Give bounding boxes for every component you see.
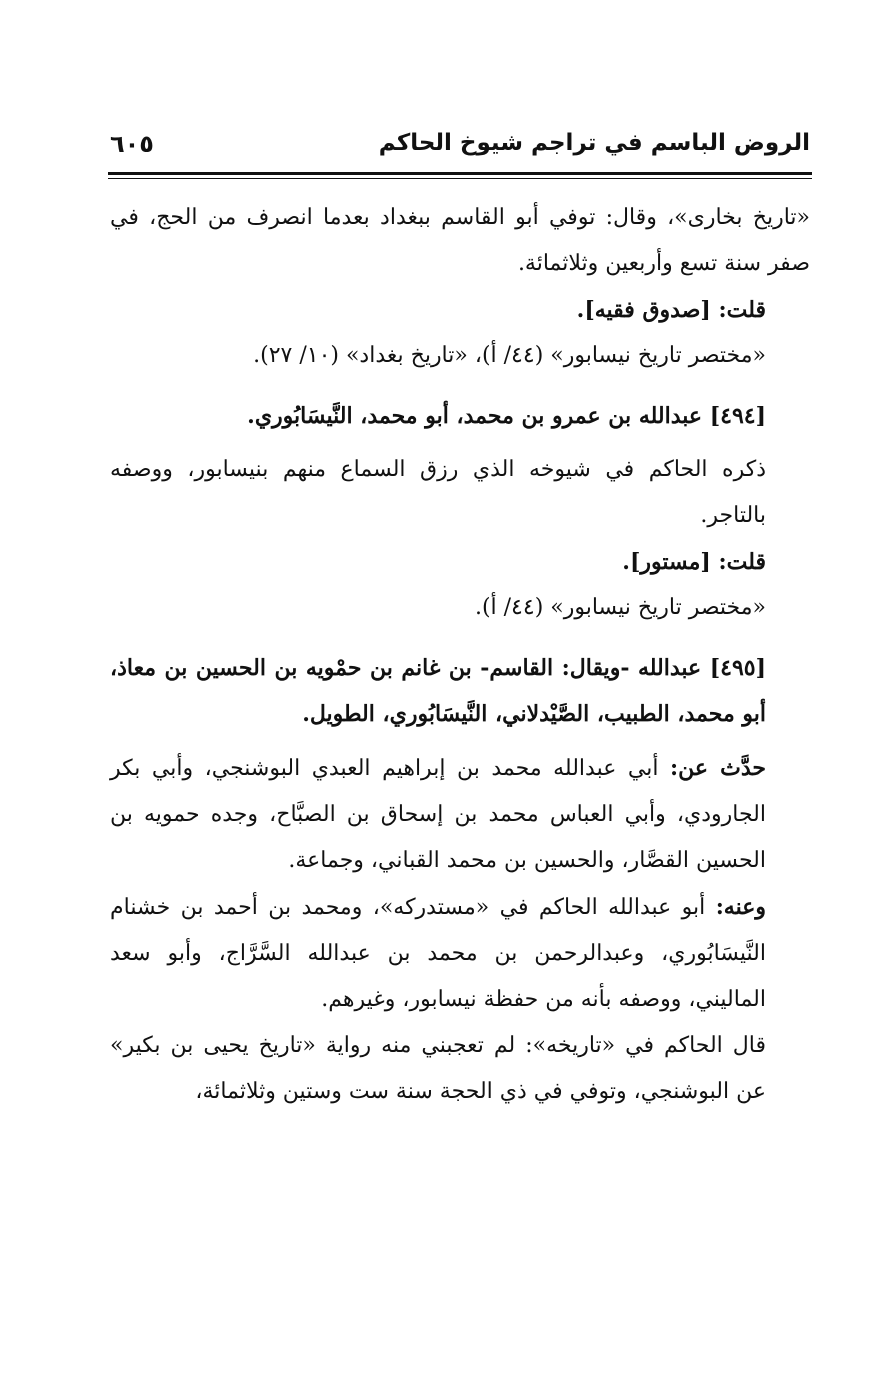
header-rule-thick: [108, 172, 812, 175]
entry-heading-495: [٤٩٥] عبدالله -ويقال: القاسم- بن غانم بن حمْويه بن الحسين بن معاذ، أبو محمد، الطبيب، الصَّيْدلاني، النَّيسَابُوري، الطويل.: [110, 655, 766, 727]
entry-495-note: قال الحاكم في «تاريخه»: لم تعجبني منه رواية «تاريخ يحيى بن بكير» عن البوشنجي، وتوفي في ذي الحجة سنة ست وستين وثلاثمائة،: [110, 1033, 766, 1104]
page-number: ٦٠٥: [110, 130, 154, 158]
entry-heading-494: [٤٩٤] عبدالله بن عمرو بن محمد، أبو محمد، النَّيسَابُوري.: [247, 403, 766, 429]
students-label: وعنه:: [715, 894, 766, 920]
students-text: أبو عبدالله الحاكم في «مستدركه»، ومحمد بن أحمد بن خشنام النَّيسَابُوري، وعبدالرحمن بن محمد بن عبدالله السَّرَّاج، وأبو سعد الماليني، ووصفه بأنه من حفظة نيسابور، وغيرهم.: [110, 895, 766, 1012]
entry-494-text: ذكره الحاكم في شيوخه الذي رزق السماع منهم بنيسابور، ووصفه بالتاجر.: [110, 457, 766, 528]
source-citation: «مختصر تاريخ نيسابور» (٤٤/ أ)، «تاريخ بغداد» (١٠/ ٢٧).: [253, 343, 766, 368]
header-rule-thin: [108, 178, 812, 179]
page-header: [110, 128, 810, 168]
running-title: الروض الباسم في تراجم شيوخ الحاكم: [378, 130, 810, 156]
grading-note: قلت: [مستور].: [622, 549, 766, 575]
grading-note: قلت: [صدوق فقيه].: [576, 297, 766, 323]
teachers-text: أبي عبدالله محمد بن إبراهيم العبدي البوشنجي، وأبي بكر الجارودي، وأبي العباس محمد بن إسحاق بن الصبَّاح، وجده حمويه بن الحسين القصَّار، والحسين بن محمد القباني، وجماعة.: [110, 756, 766, 873]
source-citation: «مختصر تاريخ نيسابور» (٤٤/ أ).: [474, 595, 766, 620]
paragraph-continuation: «تاريخ بخارى»، وقال: توفي أبو القاسم ببغداد بعدما انصرف من الحج، في صفر سنة تسع وأربعين وثلاثمائة.: [110, 205, 810, 276]
entry-495-teachers: [110, 745, 810, 884]
teachers-label: حدَّث عن:: [669, 755, 766, 781]
page-body: [110, 195, 810, 1115]
entry-495-students: [110, 884, 810, 1023]
